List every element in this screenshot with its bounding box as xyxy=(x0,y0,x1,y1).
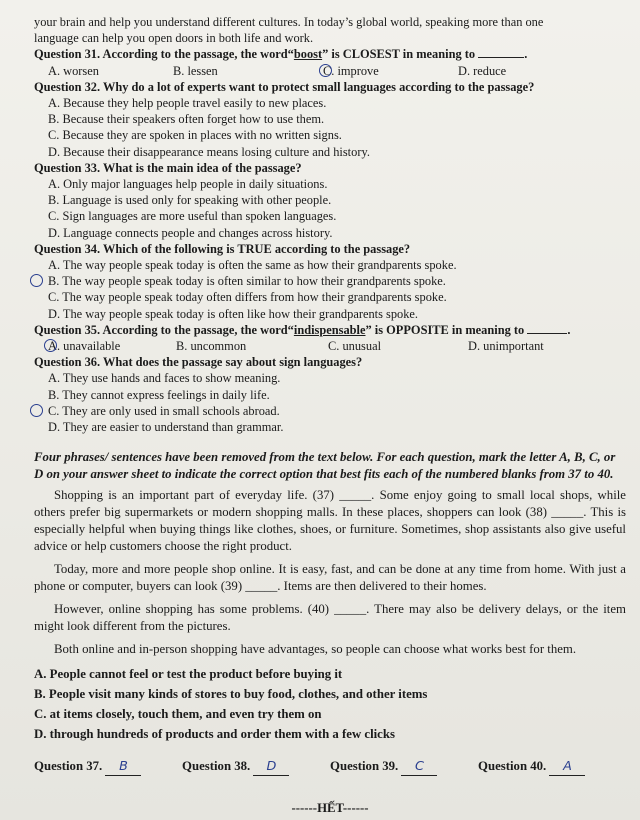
q31-option-b[interactable]: B. lessen xyxy=(173,63,218,78)
question-34: Question 34. Which of the following is TRUE according to the passage? xyxy=(34,241,411,256)
q36-option-c[interactable]: C. They are only used in small schools abroad. xyxy=(34,403,626,419)
answer-39-value[interactable]: C xyxy=(401,759,437,776)
answer-40-value[interactable]: A xyxy=(549,759,585,776)
q32-option-a[interactable]: A. Because they help people travel easily to new places. xyxy=(48,96,327,111)
q33-option-c[interactable]: C. Sign languages are more useful than spoken languages. xyxy=(48,209,337,224)
answer-40: Question 40. A xyxy=(478,758,626,776)
passage-paragraph-4: Both online and in-person shopping have advantages, so people can choose what works best for them. xyxy=(54,642,577,657)
section-instruction: Four phrases/ sentences have been removed from the text below. For each question, mark the letter A, B, C, or D on your answer sheet to indicate the correct option that best fits each of the numbered blanks from 37 to 40. xyxy=(34,450,616,482)
passage-paragraph-3: However, online shopping has some problems. (40) _____. There may also be delivery delays, or the item might look different from the pictures. xyxy=(34,602,626,634)
q36-option-b[interactable]: B. They cannot express feelings in daily life. xyxy=(48,387,270,402)
q35-option-a[interactable]: A. unavailable xyxy=(48,338,176,354)
answer-37-value[interactable]: B xyxy=(105,759,141,776)
passage-end-line-2: language can help you open doors in both life and work. xyxy=(34,31,314,46)
q31-option-a[interactable]: A. worsen xyxy=(48,63,99,78)
question-35: Question 35. According to the passage, the word“indispensable” is OPPOSITE in meaning to . xyxy=(34,322,571,337)
passage-end-line-1: your brain and help you understand different cultures. In today’s global world, speaking more than one xyxy=(34,15,544,29)
q32-option-d[interactable]: D. Because their disappearance means losing culture and history. xyxy=(48,144,370,159)
q35-option-c[interactable]: C. unusual xyxy=(328,339,382,354)
q36-option-a[interactable]: A. They use hands and faces to show meaning. xyxy=(48,371,281,386)
q35-option-d[interactable]: D. unimportant xyxy=(468,339,544,354)
question-33: Question 33. What is the main idea of the passage? xyxy=(34,160,302,175)
q33-option-d[interactable]: D. Language connects people and changes across history. xyxy=(48,225,333,240)
passage-paragraph-2: Today, more and more people shop online. It is easy, fast, and can be done at any time from home. With just a phone or computer, buyers can look (39) _____. Items are then delivered to their homes. xyxy=(34,562,626,594)
phrase-a: A. People cannot feel or test the product before buying it xyxy=(34,667,343,682)
phrase-c: C. at items closely, touch them, and even try them on xyxy=(34,707,322,722)
q34-option-a[interactable]: A. The way people speak today is often the same as how their grandparents spoke. xyxy=(48,258,457,273)
answer-39: Question 39. C xyxy=(330,758,478,776)
answer-37: Question 37. B xyxy=(34,758,182,776)
question-36: Question 36. What does the passage say about sign languages? xyxy=(34,355,363,370)
q32-option-b[interactable]: B. Because their speakers often forget how to use them. xyxy=(48,112,325,127)
q36-option-d[interactable]: D. They are easier to understand than grammar. xyxy=(48,420,284,435)
q31-option-c[interactable]: C. improve xyxy=(323,63,458,79)
q34-option-c[interactable]: C. The way people speak today often differs from how their grandparents spoke. xyxy=(48,290,447,305)
q31-option-d[interactable]: D. reduce xyxy=(458,63,507,78)
question-31-options xyxy=(34,63,626,79)
answer-38-value[interactable]: D xyxy=(253,759,289,776)
phrase-b: B. People visit many kinds of stores to buy food, clothes, and other items xyxy=(34,687,428,702)
answer-38: Question 38. D xyxy=(182,758,330,776)
phrase-d: D. through hundreds of products and order them with a few clicks xyxy=(34,727,395,742)
end-marker: ------HẾT------ xyxy=(291,801,369,816)
passage-paragraph-1: Shopping is an important part of everyday life. (37) _____. Some enjoy going to small local shops, while others prefer big supermarkets or modern shopping malls. In these places, shoppers can look (38) _____. This is especially helpful when buying things like clothes, shoes, or furniture. Sometimes, shop assistants also give useful advice or help customers choose the right product. xyxy=(34,488,626,554)
q34-option-b[interactable]: B. The way people speak today is often similar to how their grandparents spoke. xyxy=(34,273,626,289)
q34-option-d[interactable]: D. The way people speak today is often like how their grandparents spoke. xyxy=(48,306,419,321)
q35-option-b[interactable]: B. uncommon xyxy=(176,339,247,354)
question-35-options xyxy=(34,338,626,354)
q32-option-c[interactable]: C. Because they are spoken in places with no written signs. xyxy=(48,128,342,143)
phrase-list xyxy=(34,664,626,744)
question-31: Question 31. According to the passage, the word“boost” is CLOSEST in meaning to . xyxy=(34,47,528,62)
question-32: Question 32. Why do a lot of experts want to protect small languages according to the passage? xyxy=(34,79,535,94)
q33-option-b[interactable]: B. Language is used only for speaking with other people. xyxy=(48,193,332,208)
q33-option-a[interactable]: A. Only major languages help people in daily situations. xyxy=(48,177,328,192)
answer-row xyxy=(34,758,626,776)
